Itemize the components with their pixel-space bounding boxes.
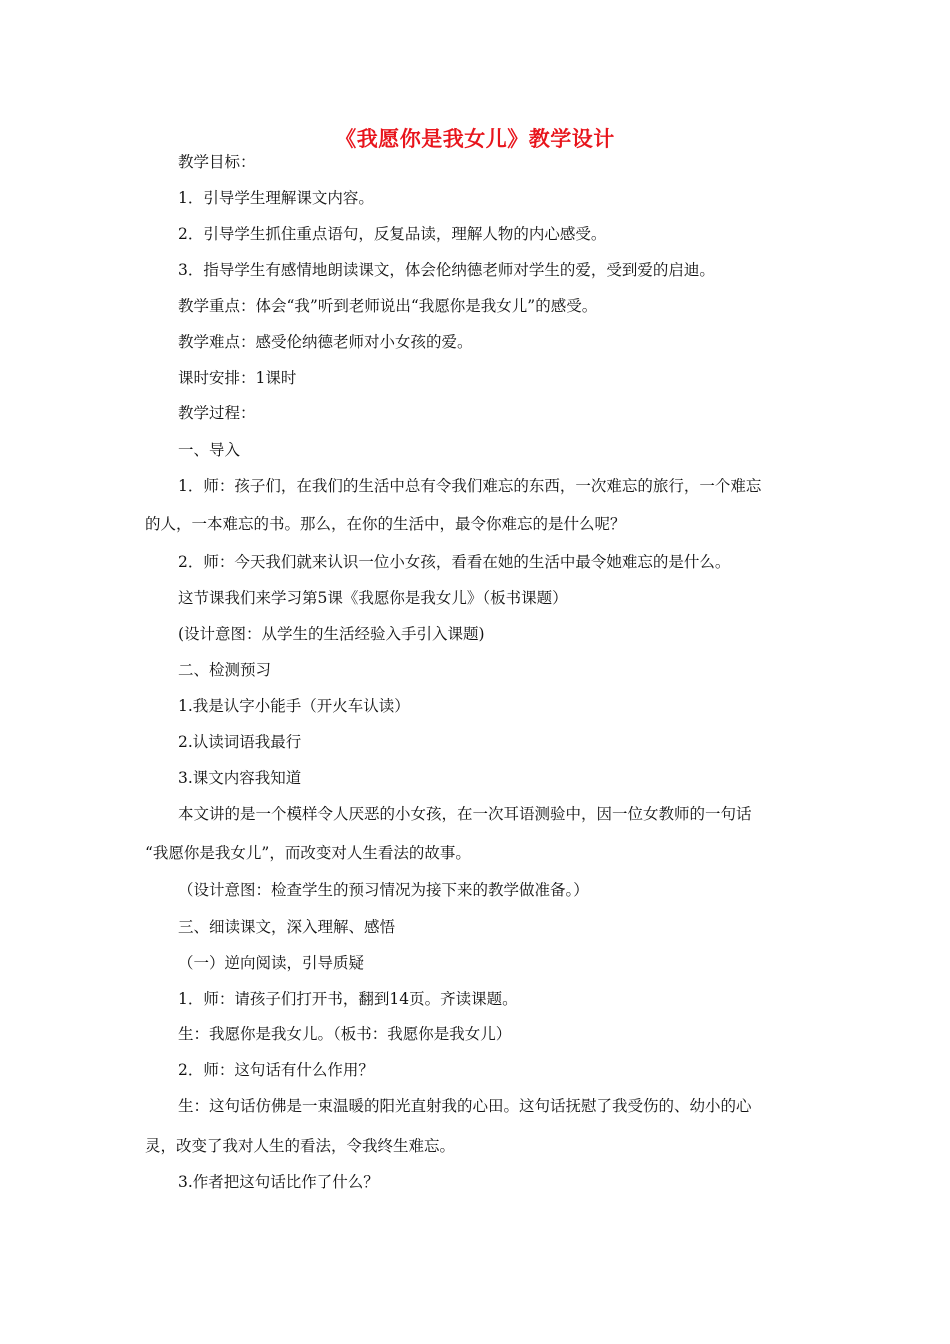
paragraph-line: （设计意图：检查学生的预习情况为接下来的教学做准备。）	[178, 881, 589, 899]
section-heading: 一、导入	[178, 441, 241, 459]
paragraph-line: (设计意图：从学生的生活经验入手引入课题)	[178, 625, 485, 643]
paragraph-line: 1．引导学生理解课文内容。	[178, 189, 374, 207]
paragraph-line: “我愿你是我女儿”，而改变对人生看法的故事。	[145, 844, 471, 862]
paragraph-line: 本文讲的是一个模样令人厌恶的小女孩，在一次耳语测验中，因一位女教师的一句话	[178, 805, 752, 823]
paragraph-line: 3.课文内容我知道	[178, 769, 302, 787]
paragraph-line: 教学重点：体会“我”听到老师说出“我愿你是我女儿”的感受。	[178, 297, 598, 315]
paragraph-line: 1.我是认字小能手（开火车认读）	[178, 697, 410, 715]
paragraph-line: 3．指导学生有感情地朗读课文，体会伦纳德老师对学生的爱，受到爱的启迪。	[178, 261, 715, 279]
paragraph-line: 灵，改变了我对人生的看法，令我终生难忘。	[145, 1137, 456, 1155]
paragraph-line: 生：我愿你是我女儿。（板书：我愿你是我女儿）	[178, 1025, 512, 1043]
paragraph-line: 的人，一本难忘的书。那么，在你的生活中，最令你难忘的是什么呢？	[145, 515, 626, 533]
paragraph-line: 教学目标：	[178, 153, 256, 171]
paragraph-line: 教学过程：	[178, 404, 256, 422]
section-heading: 三、细读课文，深入理解、感悟	[178, 918, 396, 936]
paragraph-line: 教学难点：感受伦纳德老师对小女孩的爱。	[178, 333, 473, 351]
paragraph-line: 1．师：孩子们，在我们的生活中总有令我们难忘的东西，一次难忘的旅行，一个难忘	[178, 477, 762, 495]
paragraph-line: 课时安排：1课时	[178, 369, 297, 387]
paragraph-line: 2．师：今天我们就来认识一位小女孩，看看在她的生活中最令她难忘的是什么。	[178, 553, 731, 571]
paragraph-line: 2.认读词语我最行	[178, 733, 302, 751]
section-heading: 二、检测预习	[178, 661, 272, 679]
document-title: 《我愿你是我女儿》教学设计	[335, 126, 615, 151]
paragraph-line: 3.作者把这句话比作了什么？	[178, 1173, 379, 1191]
paragraph-line: 2．引导学生抓住重点语句，反复品读，理解人物的内心感受。	[178, 225, 607, 243]
paragraph-line: 生：这句话仿佛是一束温暖的阳光直射我的心田。这句话抚慰了我受伤的、幼小的心	[178, 1097, 752, 1115]
paragraph-line: 1．师：请孩子们打开书，翻到14页。齐读课题。	[178, 990, 518, 1008]
paragraph-line: 2．师：这句话有什么作用？	[178, 1061, 374, 1079]
paragraph-line: 这节课我们来学习第5课《我愿你是我女儿》（板书课题）	[178, 589, 568, 607]
subsection-heading: （一）逆向阅读，引导质疑	[178, 954, 365, 972]
